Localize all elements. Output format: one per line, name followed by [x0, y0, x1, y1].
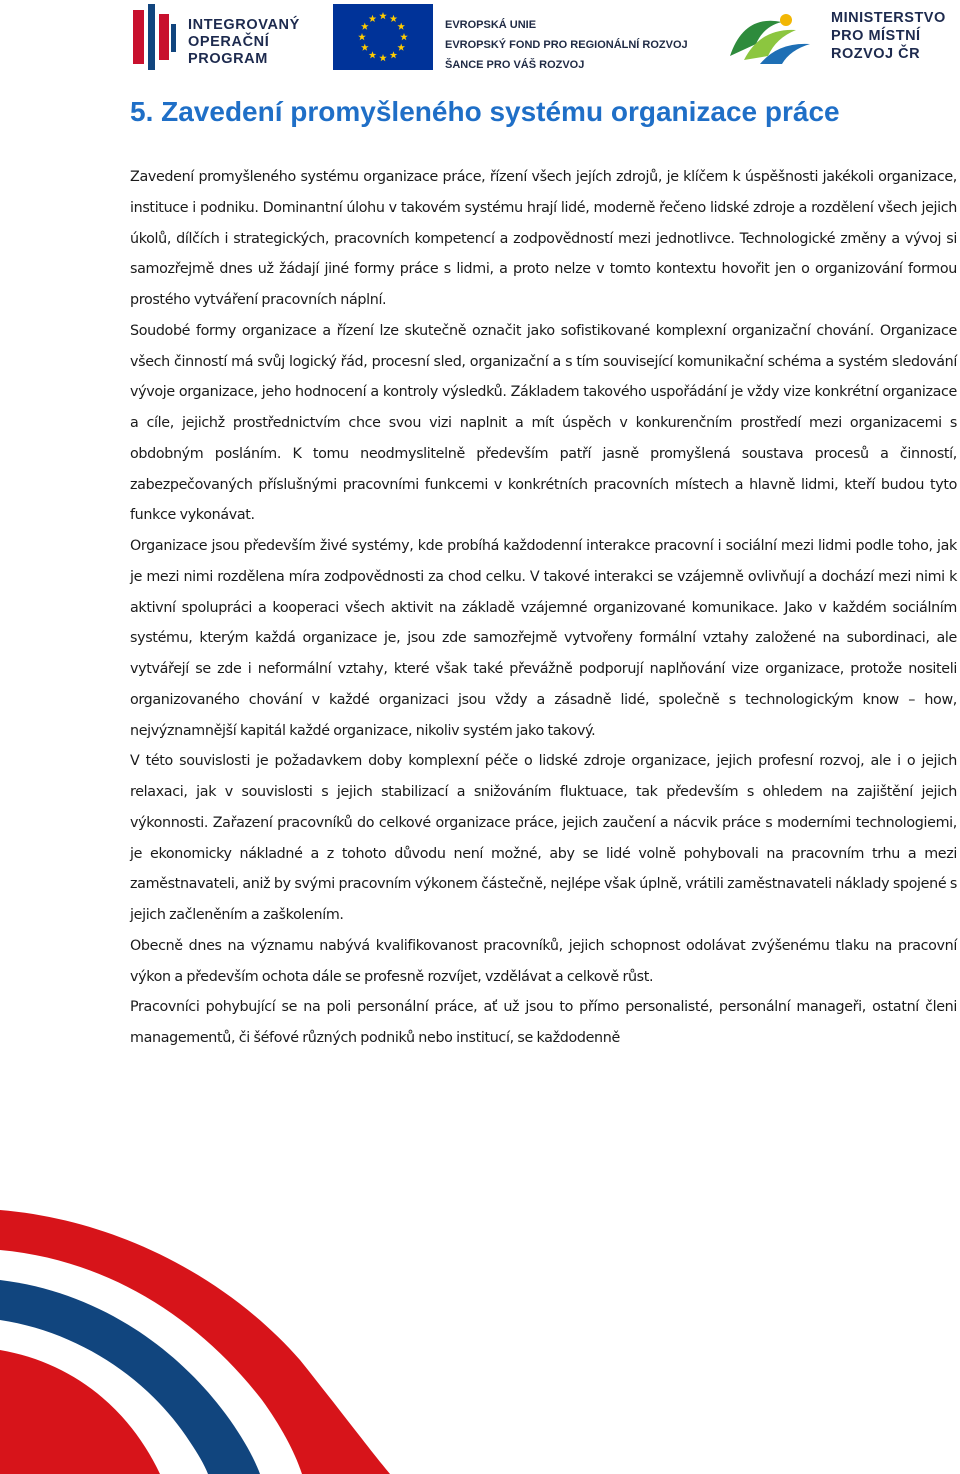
eu-logo — [333, 4, 688, 71]
iop-logo — [133, 4, 308, 70]
body-paragraph: Obecně dnes na významu nabývá kvalifikovanost pracovníků, jejich schopnost odolávat zvýšenému tlaku na pracovní výkon a především ochota dále se profesně rozvíjet, vzdělávat a celkově růst. — [130, 937, 957, 985]
eu-logo-line: EVROPSKÁ UNIE — [445, 19, 537, 31]
body-paragraph: Zavedení promyšleného systému organizace práce, řízení všech jejích zdrojů, je klíčem k úspěšnosti jakékoli organizace, instituce i podniku. Dominantní úlohu v takovém systému hrají lidé, moderně řečeno lidské zdroje a rozdělení všech jejich úkolů, dílčích i strategických, pracovních kompetencí a zodpovědností mezi jednotlivce. Technologické změny a vývoj si samozřejmě dnes už žádají jiné formy práce s lidmi, a proto nelze v tomto kontextu hovořit jen o organizování formou prostého vytváření pracovních náplní. — [130, 169, 957, 308]
mmr-emblem-icon — [724, 10, 814, 66]
iop-logo-line: PROGRAM — [188, 51, 268, 67]
iop-emblem-icon — [133, 4, 177, 70]
body-paragraph: Organizace jsou především živé systémy, kde probíhá každodenní interakce pracovní i sociální mezi lidmi podle toho, jak je mezi nimi rozdělena míra zodpovědnosti za chod celku. V takové interakci se vzájemně ovlivňují a dochází mezi nimi k aktivní spolupráci a kooperaci všech aktivit na základě vzájemné organizované komunikace. Jako v každém sociálním systému, kterým každá organizace je, jsou zde samozřejmě vytvořeny formální vztahy založené na subordinaci, ale vytvářejí se zde i neformální vztahy, které však také převážně podporují naplňování vize organizace, protože nositeli organizovaného chování v každé organizaci jsou vždy a zásadně lidé, společně s technologickým know – how, nejvýznamnější kapitál každé organizace, nikoliv systém jako takový. — [130, 538, 957, 739]
body-paragraph: Soudobé formy organizace a řízení lze skutečně označit jako sofistikované komplexní organizační chování. Organizace všech činností má svůj logický řád, procesní sled, organizační a s tím související komunikační schéma a systém sledování vývoje organizace, jeho hodnocení a kontroly výsledků. Základem takového uspořádání je vždy vize konkrétní organizace a cíle, jejichž prostřednictvím chce svou vizi naplnit a mít úspěch v konkurenčním prostředí mezi organizacemi s obdobným posláním. K tomu neodmyslitelně především patří jasně promyšlená soustava procesů a činností, zabezpečovaných příslušnými pracovními funkcemi v konkrétních pracovních místech a hlavně lidmi, kteří budou tyto funkce vykonávat. — [130, 322, 957, 524]
body-paragraph: Pracovníci pohybující se na poli personální práce, ať už jsou to přímo personalisté, personální manageři, ostatní členi managementů, či šéfové různých podniků nebo institucí, se každodenně — [130, 999, 957, 1046]
iop-logo-text — [188, 17, 300, 68]
footer-flag-swoosh — [0, 1210, 960, 1474]
body-paragraph: V této souvislosti je požadavkem doby komplexní péče o lidské zdroje organizace, jejich profesní rozvoj, ale i o jejich relaxaci, jak v souvislosti s jejich stabilizací a snižováním fluktuace, tak především s ohledem na zajištění jejich výkonnosti. Zařazení pracovníků do celkové organizace práce, jejich zaučení a nácvik práce s moderními technologiemi, je ekonomicky nákladné a z tohoto důvodu není možné, aby se lidé volně pohybovali na pracovním trhu a mezi zaměstnavateli, aniž by svými pracovním výkonem částečně, nejlépe však úplně, vrátili zaměstnavateli náklady spojené s jejich začleněním a zaškolením. — [130, 753, 957, 923]
page-header — [0, 0, 960, 78]
mmr-logo-text — [831, 9, 946, 63]
eu-logo-line: ŠANCE PRO VÁŠ ROZVOJ — [445, 59, 585, 71]
document-body — [130, 162, 957, 1054]
eu-logo-text — [445, 15, 688, 75]
eu-logo-line: EVROPSKÝ FOND PRO REGIONÁLNÍ ROZVOJ — [445, 39, 688, 51]
mmr-logo-line: MINISTERSTVO — [831, 10, 946, 26]
iop-logo-line: INTEGROVANÝ — [188, 17, 300, 33]
iop-logo-line: OPERAČNÍ — [188, 34, 270, 50]
mmr-logo-line: ROZVOJ ČR — [831, 46, 921, 62]
section-title: 5. Zavedení promyšleného systému organizace práce — [130, 96, 840, 127]
mmr-logo-line: PRO MÍSTNÍ — [831, 28, 921, 44]
eu-flag-icon — [333, 4, 433, 70]
mmr-logo — [724, 6, 960, 68]
